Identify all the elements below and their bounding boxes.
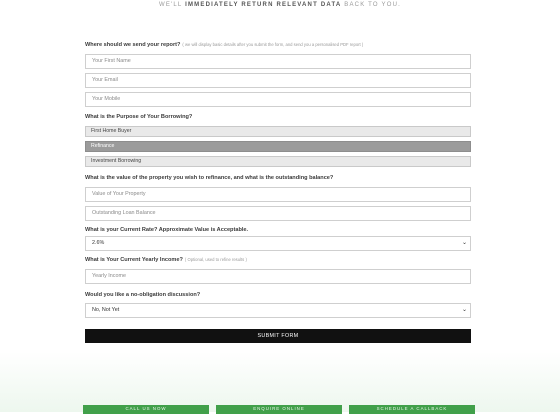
current-rate-select[interactable] [85, 236, 471, 251]
top-banner [0, 0, 560, 10]
banner-suffix: BACK TO YOU. [344, 2, 402, 8]
option-refinance[interactable]: Refinance [85, 141, 471, 152]
email-field[interactable]: Your Email [85, 73, 471, 88]
discussion-select[interactable] [85, 303, 471, 318]
schedule-callback-button[interactable]: SCHEDULE A CALLBACK [349, 405, 475, 414]
property-question: What is the value of the property you wish to refinance, and what is the outstanding balance? [85, 175, 334, 181]
banner-prefix: WE'LL [158, 2, 183, 8]
income-hint: ( Optional, used to refine results ) [184, 257, 247, 262]
submit-button[interactable]: SUBMIT FORM [85, 329, 471, 343]
option-investment-borrowing[interactable]: Investment Borrowing [85, 156, 471, 167]
rate-question: What is your Current Rate? Approximate Value is Acceptable. [85, 227, 249, 233]
chevron-down-icon: ⌄ [461, 240, 467, 246]
enquire-online-button[interactable]: ENQUIRE ONLINE [216, 405, 342, 414]
purpose-question: What is the Purpose of Your Borrowing? [85, 114, 193, 120]
income-label: What is Your Current Yearly Income? [85, 257, 183, 263]
yearly-income-field[interactable]: Yearly Income [85, 269, 471, 284]
discussion-question: Would you like a no-obligation discussion? [85, 292, 201, 298]
call-us-button[interactable]: CALL US NOW [83, 405, 209, 414]
banner-emphasis: IMMEDIATELY RETURN RELEVANT DATA [185, 2, 342, 8]
footer-background [0, 352, 560, 412]
first-name-field[interactable]: Your First Name [85, 54, 471, 69]
discussion-value: No, Not Yet [92, 307, 120, 313]
send-report-hint: ( we will display basic details after you submit the form, and send you a personalised PDF report ) [182, 42, 364, 47]
income-question [85, 256, 247, 264]
chevron-down-icon: ⌄ [461, 307, 467, 313]
option-first-home-buyer[interactable]: First Home Buyer [85, 126, 471, 137]
mobile-field[interactable]: Your Mobile [85, 92, 471, 107]
current-rate-value: 2.6% [92, 240, 105, 246]
loan-balance-field[interactable]: Outstanding Loan Balance [85, 206, 471, 221]
property-value-field[interactable]: Value of Your Property [85, 187, 471, 202]
send-report-label: Where should we send your report? [85, 42, 181, 48]
send-report-question [85, 41, 363, 49]
